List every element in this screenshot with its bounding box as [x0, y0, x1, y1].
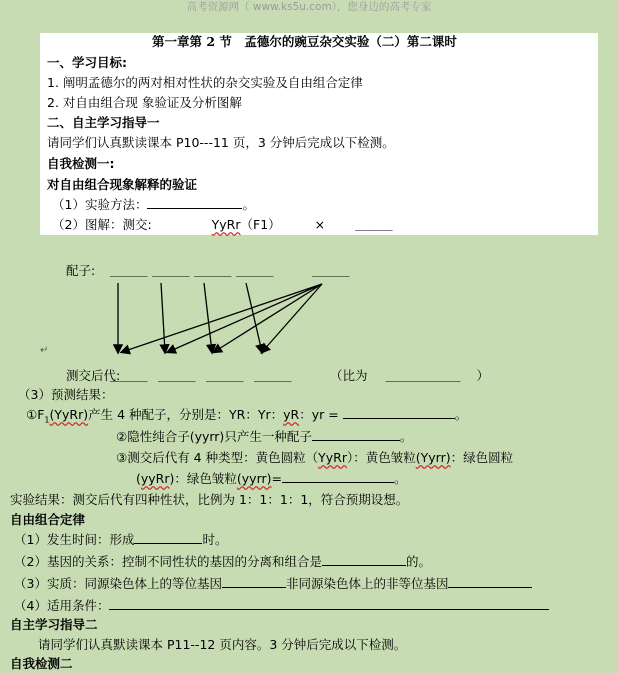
offspring-blank-3[interactable]: ＿＿＿ [206, 368, 244, 383]
predict-heading: （3）预测结果： [18, 387, 114, 402]
p3-genotype-1: YyRr [318, 450, 347, 465]
p2-end: 。 [399, 429, 413, 444]
doc-title: 第一章第 2 节 孟德尔的豌豆杂交实验（二）第二课时 [152, 34, 457, 49]
law-item-4 [14, 597, 549, 615]
p3-text-e: )：绿色皱粒 [169, 471, 237, 486]
predict-item-3-cont [136, 470, 407, 488]
p3-text: ③测交后代有 4 种类型：黄色圆粒（ [116, 450, 319, 465]
ratio-line [330, 367, 489, 385]
law1-text: （1）发生时间：形成 [14, 532, 135, 547]
diagram-f1: （F1） [240, 217, 281, 232]
gamete-blank-2[interactable]: ＿＿＿ [152, 263, 190, 278]
gamete-blank-5[interactable]: ＿＿＿ [312, 263, 350, 278]
p3-eq: = [271, 471, 282, 486]
diagram-blank[interactable]: ＿＿＿ [355, 217, 393, 232]
p1-end: 。 [454, 407, 468, 422]
law3-blank-2[interactable] [448, 575, 532, 588]
diagram-label: （2）图解：测交: [52, 217, 152, 232]
p3-paren: ( [136, 471, 141, 486]
law-item-1 [14, 531, 227, 549]
law-item-3 [14, 575, 532, 593]
p3-end: 。 [394, 471, 407, 486]
gamete-blank-4[interactable]: ＿＿＿ [236, 263, 274, 278]
diagram-genotype: YyRr [211, 217, 241, 232]
p2-text: ②隐性纯合子(yyrr)只产生一种配子 [116, 429, 312, 444]
ratio-open: （比为 [330, 368, 368, 383]
diagram-cross: × [314, 217, 326, 232]
p1-yR: yR [283, 407, 300, 422]
p3-genotype-3: yyRr [140, 471, 170, 486]
predict-item-1 [26, 406, 467, 430]
law2-end: 的。 [405, 554, 431, 569]
p3-genotype-2: (Yyrr) [415, 450, 451, 465]
p1-subscript: 1 [44, 415, 50, 425]
section1-heading: 一、学习目标: [47, 55, 127, 70]
instruction-2: 请同学们认真默读课本 P11--12 页内容。3 分钟后完成以下检测。 [38, 637, 407, 652]
section2-heading: 二、自主学习指导一 [47, 115, 160, 130]
offspring-blank-2[interactable]: ＿＿＿ [158, 368, 196, 383]
law1-blank[interactable] [134, 531, 202, 544]
law4-text: （4）适用条件： [14, 598, 110, 613]
gamete-label: 配子: [66, 263, 96, 278]
paragraph-mark: ↵ [40, 345, 49, 356]
p1-prefix: ①F [26, 407, 45, 422]
law3-blank-1[interactable] [222, 575, 286, 588]
law-item-2 [14, 553, 431, 571]
self-check-2: 自我检测二 [10, 656, 73, 671]
method-end: 。 [242, 197, 255, 212]
p3-text-b: ）：黄色皱粒 [346, 450, 416, 465]
predict-item-2 [116, 428, 412, 446]
instruction-1: 请同学们认真默读课本 P10---11 页，3 分钟后完成以下检测。 [47, 135, 395, 150]
law3-text-b: 非同源染色体上的非等位基因 [285, 576, 449, 591]
p3-text-c: ：绿色圆粒 [450, 450, 514, 465]
experiment-result: 实验结果：测交后代有四种性状，比例为 1：1：1：1，符合预期设想。 [10, 492, 409, 507]
law3-text: （3）实质：同源染色体上的等位基因 [14, 576, 222, 591]
p2-blank[interactable] [312, 428, 400, 441]
goal-2: 2. 对自由组合现 象验证及分析图解 [47, 95, 242, 110]
p1-eq: ：yr = [299, 407, 339, 422]
method-label: （1）实验方法： [52, 197, 148, 212]
offspring-blank-1[interactable]: ＿＿＿ [110, 368, 148, 383]
law2-blank[interactable] [322, 553, 406, 566]
law2-text: （2）基因的关系：控制不同性状的基因的分离和组合是 [14, 554, 322, 569]
law4-blank[interactable] [109, 597, 549, 610]
ratio-close: ） [476, 368, 489, 383]
predict-item-3 [116, 449, 513, 467]
p3-genotype-4: (yyrr) [236, 471, 272, 486]
goal-1: 1. 阐明孟德尔的两对相对性状的杂交实验及自由组合定律 [47, 75, 363, 90]
self-check-1: 自我检测一: [47, 156, 115, 171]
gamete-blank-3[interactable]: ＿＿＿ [194, 263, 232, 278]
guide2-heading: 自主学习指导二 [10, 617, 98, 632]
law-heading: 自由组合定律 [10, 512, 86, 527]
p3-blank[interactable] [282, 470, 394, 483]
p1-genotype: (YyRr) [49, 407, 89, 422]
gamete-blank-1[interactable]: ＿＿＿ [110, 263, 148, 278]
p1-text: 产生 4 种配子，分别是：YR：Yr： [88, 407, 284, 422]
site-header: 高考资源网（ www.ks5u.com），您身边的高考专家 [186, 1, 432, 13]
law1-end: 时。 [202, 532, 228, 547]
verify-heading: 对自由组合现象解释的验证 [47, 177, 198, 192]
offspring-blank-4[interactable]: ＿＿＿ [254, 368, 292, 383]
p1-blank[interactable] [343, 406, 455, 419]
ratio-blank[interactable]: ＿＿＿＿＿＿ [385, 368, 461, 383]
offspring-label: 测交后代: [66, 368, 121, 383]
